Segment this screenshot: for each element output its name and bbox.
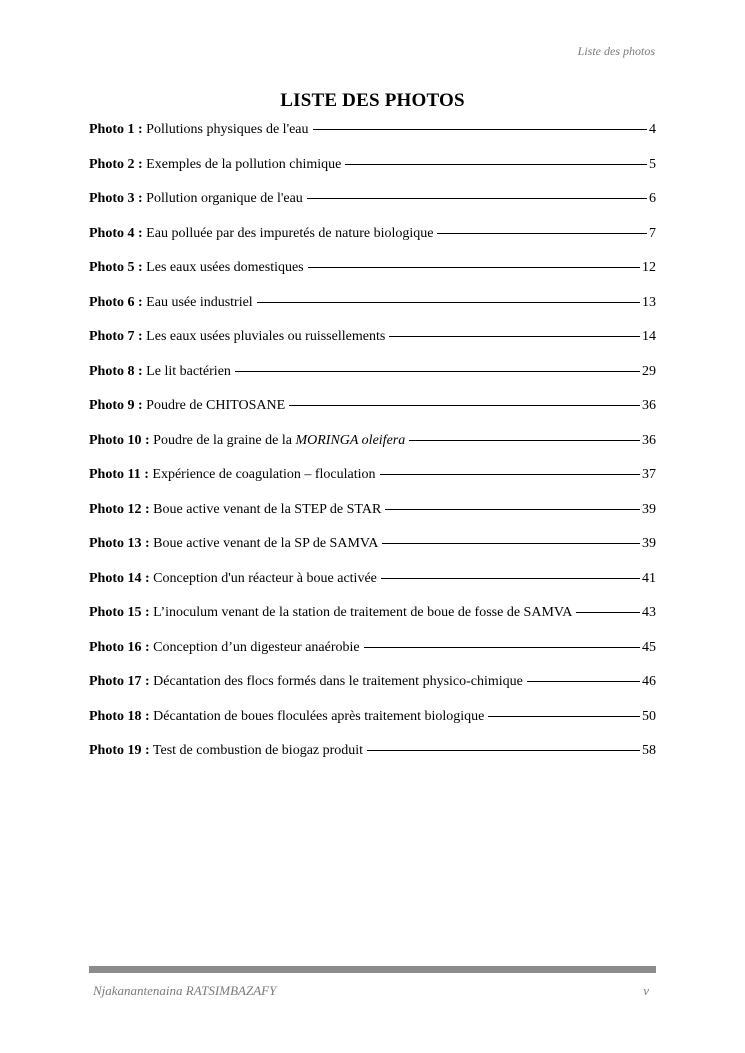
photo-entry[interactable] xyxy=(89,259,656,294)
photo-page-number: 36 xyxy=(642,398,656,413)
photo-page-number: 7 xyxy=(649,225,656,241)
photo-entry[interactable] xyxy=(89,708,656,743)
leader-line xyxy=(235,371,640,372)
leader-line xyxy=(308,267,640,268)
leader-line xyxy=(488,716,640,717)
photo-entry[interactable] xyxy=(89,639,656,674)
page-title: LISTE DES PHOTOS xyxy=(280,90,465,111)
photo-title: Conception d'un réacteur à boue activée xyxy=(153,570,377,586)
photo-label: Photo 12 : xyxy=(89,501,150,517)
photo-label: Photo 10 : xyxy=(89,432,150,448)
leader-line xyxy=(385,509,640,510)
photo-entry[interactable] xyxy=(89,190,656,225)
photo-entry[interactable] xyxy=(89,432,656,467)
photo-entry-text xyxy=(89,397,285,415)
photo-label: Photo 9 : xyxy=(89,398,143,413)
photo-page-number: 36 xyxy=(642,432,656,448)
photo-entry[interactable] xyxy=(89,294,656,329)
photo-page-number: 45 xyxy=(642,639,656,655)
photo-entry-text xyxy=(89,294,253,312)
photo-title: Poudre de la graine de la xyxy=(153,432,292,448)
photo-entry-text xyxy=(89,673,523,691)
photo-page-number: 12 xyxy=(642,260,656,275)
photo-page-number: 14 xyxy=(642,329,656,344)
photo-entry[interactable] xyxy=(89,604,656,639)
footer-rule xyxy=(89,966,656,973)
photo-entry-text xyxy=(89,708,484,726)
photo-page-number: 46 xyxy=(642,674,656,689)
photo-title: Eau polluée par des impuretés de nature biologique xyxy=(146,225,434,241)
photo-label: Photo 19 : xyxy=(89,743,150,758)
photo-page-number: 29 xyxy=(642,363,656,379)
photo-title: Conception d’un digesteur anaérobie xyxy=(153,639,360,655)
photo-entry-text xyxy=(89,501,381,519)
photo-entry[interactable] xyxy=(89,535,656,570)
photo-label: Photo 16 : xyxy=(89,639,150,655)
leader-line xyxy=(307,198,647,199)
photo-list xyxy=(89,121,656,777)
photo-page-number: 4 xyxy=(649,122,656,137)
photo-page-number: 5 xyxy=(649,156,656,172)
photo-label: Photo 13 : xyxy=(89,536,150,551)
photo-title: Les eaux usées domestiques xyxy=(146,260,304,275)
photo-page-number: 13 xyxy=(642,294,656,310)
photo-page-number: 58 xyxy=(642,743,656,758)
photo-entry[interactable] xyxy=(89,363,656,398)
photo-title: Test de combustion de biogaz produit xyxy=(152,743,364,758)
photo-label: Photo 15 : xyxy=(89,605,150,620)
photo-label: Photo 17 : xyxy=(89,674,150,689)
photo-entry[interactable] xyxy=(89,570,656,605)
photo-title: Pollution organique de l'eau xyxy=(146,191,303,206)
photo-label: Photo 7 : xyxy=(89,329,143,344)
photo-entry-text xyxy=(89,363,231,381)
leader-line xyxy=(345,164,647,165)
photo-label: Photo 4 : xyxy=(89,225,143,241)
photo-entry-text xyxy=(89,604,572,622)
photo-entry-text xyxy=(89,121,309,139)
photo-entry-text xyxy=(89,466,376,484)
photo-title: Les eaux usées pluviales ou ruissellements xyxy=(146,329,386,344)
photo-entry-text xyxy=(89,225,433,243)
photo-title: Le lit bactérien xyxy=(146,363,231,379)
leader-line xyxy=(257,302,640,303)
leader-line xyxy=(313,129,647,130)
footer-page-number: v xyxy=(643,983,649,998)
leader-line xyxy=(527,681,640,682)
photo-entry-text xyxy=(89,535,378,553)
photo-label: Photo 6 : xyxy=(89,294,143,310)
photo-entry-text xyxy=(89,190,303,208)
photo-page-number: 43 xyxy=(642,605,656,620)
photo-entry[interactable] xyxy=(89,501,656,536)
photo-label: Photo 8 : xyxy=(89,363,143,379)
photo-label: Photo 2 : xyxy=(89,156,143,172)
photo-page-number: 39 xyxy=(642,501,656,517)
photo-entry[interactable] xyxy=(89,121,656,156)
photo-label: Photo 11 : xyxy=(89,467,149,482)
photo-title: Boue active venant de la SP de SAMVA xyxy=(153,536,379,551)
photo-label: Photo 3 : xyxy=(89,191,143,206)
leader-line xyxy=(409,440,640,441)
photo-label: Photo 1 : xyxy=(89,122,143,137)
leader-line xyxy=(576,612,640,613)
photo-page-number: 39 xyxy=(642,536,656,551)
photo-title: Eau usée industriel xyxy=(146,294,253,310)
photo-entry[interactable] xyxy=(89,466,656,501)
photo-title: Exemples de la pollution chimique xyxy=(146,156,342,172)
leader-line xyxy=(389,336,640,337)
leader-line xyxy=(289,405,640,406)
photo-entry[interactable] xyxy=(89,673,656,708)
photo-entry[interactable] xyxy=(89,156,656,191)
photo-title-italic: MORINGA oleifera xyxy=(295,432,406,448)
leader-line xyxy=(437,233,647,234)
photo-entry-text xyxy=(89,432,405,450)
leader-line xyxy=(380,474,640,475)
photo-title: L’inoculum venant de la station de traitement de boue de fosse de SAMVA xyxy=(153,605,573,620)
footer-author: Njakanantenaina RATSIMBAZAFY xyxy=(93,983,277,998)
photo-label: Photo 5 : xyxy=(89,260,143,275)
photo-entry-text xyxy=(89,570,377,588)
photo-entry-text xyxy=(89,156,341,174)
photo-entry[interactable] xyxy=(89,742,656,777)
photo-entry[interactable] xyxy=(89,328,656,363)
photo-entry-text xyxy=(89,639,360,657)
photo-title: Poudre de CHITOSANE xyxy=(146,398,286,413)
photo-title: Décantation des flocs formés dans le traitement physico-chimique xyxy=(153,674,523,689)
photo-label: Photo 18 : xyxy=(89,708,150,724)
photo-page-number: 50 xyxy=(642,708,656,724)
photo-label: Photo 14 : xyxy=(89,570,150,586)
running-header: Liste des photos xyxy=(577,44,655,58)
photo-title: Boue active venant de la STEP de STAR xyxy=(153,501,382,517)
photo-entry[interactable] xyxy=(89,225,656,260)
leader-line xyxy=(364,647,640,648)
leader-line xyxy=(382,543,640,544)
photo-title: Pollutions physiques de l'eau xyxy=(146,122,309,137)
photo-page-number: 41 xyxy=(642,570,656,586)
photo-title: Expérience de coagulation – floculation xyxy=(152,467,376,482)
leader-line xyxy=(367,750,640,751)
photo-entry-text xyxy=(89,742,363,760)
photo-entry[interactable] xyxy=(89,397,656,432)
photo-entry-text xyxy=(89,328,385,346)
photo-title: Décantation de boues floculées après traitement biologique xyxy=(153,708,485,724)
photo-entry-text xyxy=(89,259,304,277)
photo-page-number: 6 xyxy=(649,191,656,206)
leader-line xyxy=(381,578,640,579)
photo-page-number: 37 xyxy=(642,467,656,482)
